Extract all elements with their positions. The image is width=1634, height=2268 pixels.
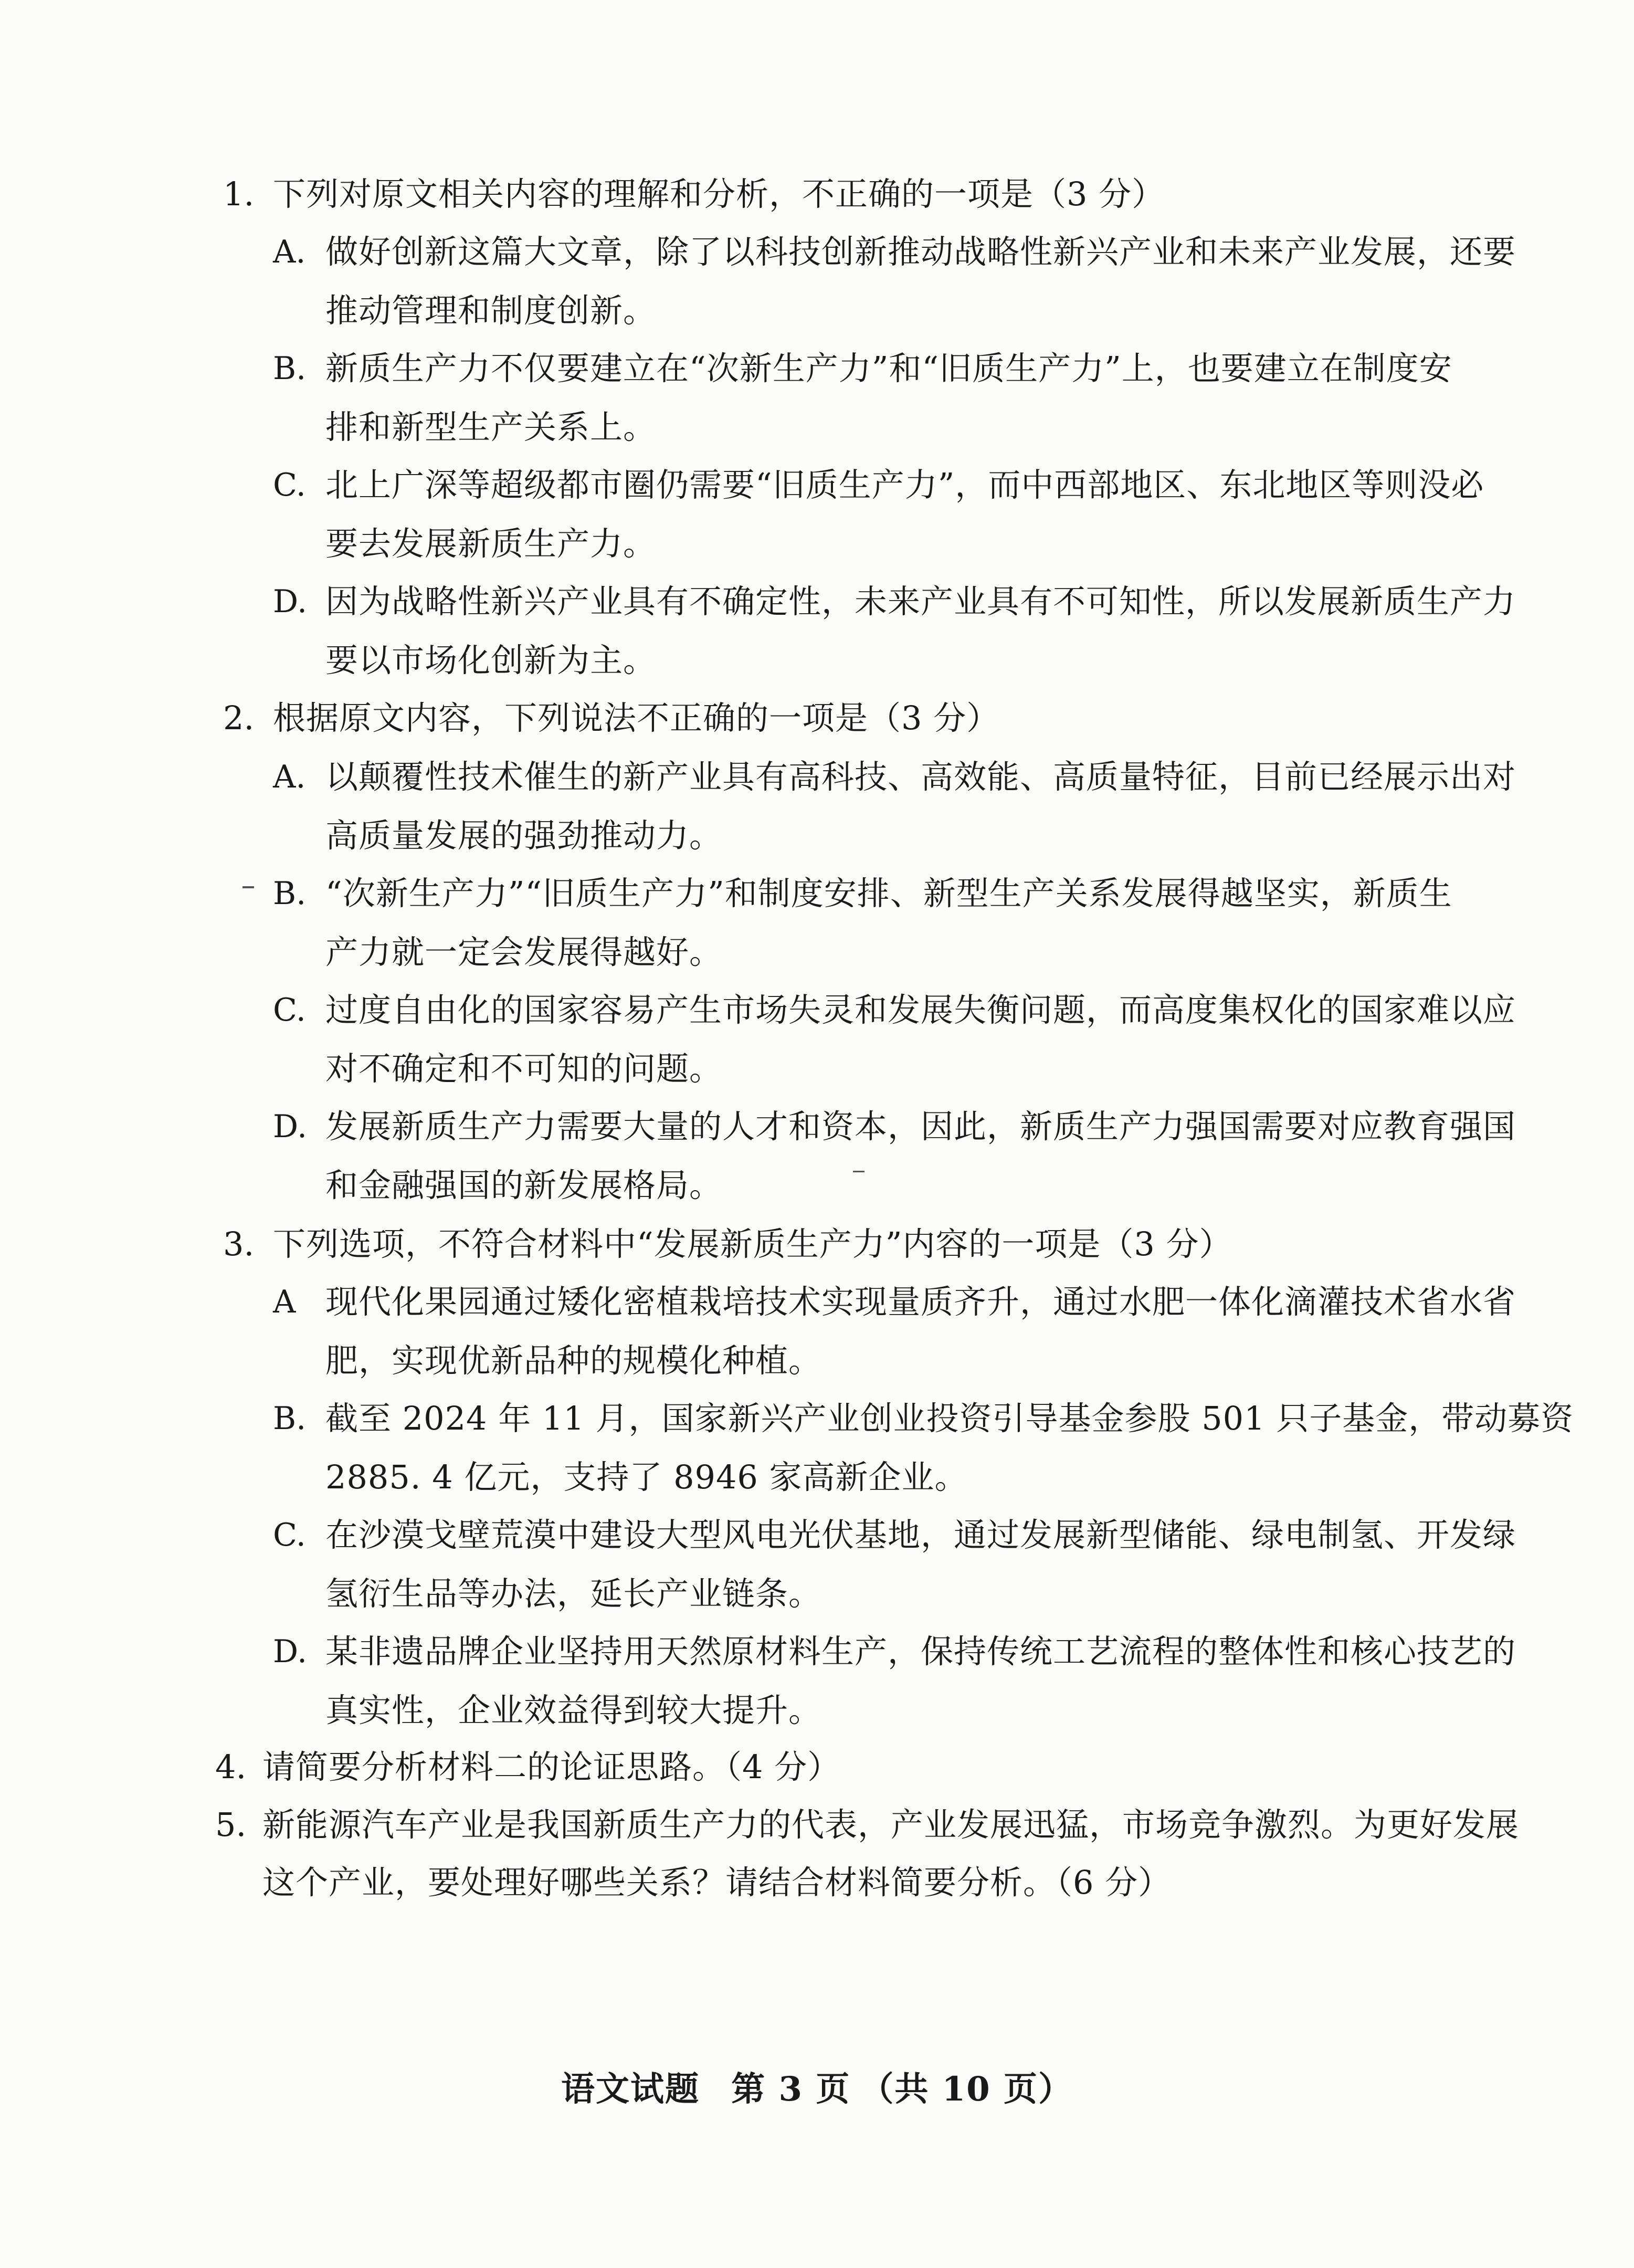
footer-subject: 语文试题 xyxy=(561,2070,700,2109)
q3-option-a-line2: 肥，实现优新品种的规模化种植。 xyxy=(325,1341,822,1380)
question-3-number: 3. xyxy=(223,1225,255,1263)
q2-option-d-line1: 发展新质生产力需要大量的人才和资本，因此，新质生产力强国需要对应教育强国 xyxy=(325,1107,1516,1146)
question-3-stem: 下列选项，不符合材料中“发展新质生产力”内容的一项是（3 分） xyxy=(273,1225,1232,1263)
question-2-number: 2. xyxy=(223,699,255,737)
stray-pen-mark xyxy=(243,886,254,888)
q2-option-a-line1: 以颠覆性技术催生的新产业具有高科技、高效能、高质量特征，目前已经展示出对 xyxy=(325,758,1516,796)
q1-option-b-label: B. xyxy=(273,350,307,387)
q3-option-a-label: A xyxy=(273,1284,296,1320)
q2-option-b-line2: 产力就一定会发展得越好。 xyxy=(325,933,723,971)
stray-pen-mark xyxy=(853,1171,865,1172)
q3-option-b-line2: 2885. 4 亿元，支持了 8946 家高新企业。 xyxy=(325,1458,968,1496)
question-5-stem-line2: 这个产业，要处理好哪些关系？请结合材料简要分析。（6 分） xyxy=(262,1863,1172,1902)
q2-option-a-line2: 高质量发展的强劲推动力。 xyxy=(325,816,723,855)
q1-option-c-line1: 北上广深等超级都市圈仍需要“旧质生产力”，而中西部地区、东北地区等则没必 xyxy=(325,466,1484,504)
question-2-stem: 根据原文内容，下列说法不正确的一项是（3 分） xyxy=(273,699,1000,737)
q2-option-c-line1: 过度自由化的国家容易产生市场失灵和发展失衡问题，而高度集权化的国家难以应 xyxy=(325,991,1516,1029)
question-1-number: 1. xyxy=(223,175,255,213)
question-5-number: 5. xyxy=(215,1805,247,1844)
q3-option-c-label: C. xyxy=(273,1517,306,1553)
q3-option-c-line2: 氢衍生品等办法，延长产业链条。 xyxy=(325,1574,822,1613)
q3-option-d-line1: 某非遗品牌企业坚持用天然原材料生产，保持传统工艺流程的整体性和核心技艺的 xyxy=(325,1632,1516,1671)
q2-option-b-label: B. xyxy=(273,875,307,912)
question-4-number: 4. xyxy=(215,1748,247,1786)
q1-option-d-line1: 因为战略性新兴产业具有不确定性，未来产业具有不可知性，所以发展新质生产力 xyxy=(325,582,1516,621)
q2-option-d-line2: 和金融强国的新发展格局。 xyxy=(325,1166,723,1204)
q1-option-d-label: D. xyxy=(273,583,308,620)
q3-option-d-label: D. xyxy=(273,1633,308,1670)
q1-option-a-line1: 做好创新这篇大文章，除了以科技创新推动战略性新兴产业和未来产业发展，还要 xyxy=(325,233,1516,271)
q1-option-a-label: A. xyxy=(273,234,306,270)
q1-option-d-line2: 要以市场化创新为主。 xyxy=(325,641,657,679)
q3-option-a-line1: 现代化果园通过矮化密植栽培技术实现量质齐升，通过水肥一体化滴灌技术省水省 xyxy=(325,1283,1516,1321)
q3-option-b-line1: 截至 2024 年 11 月，国家新兴产业创业投资引导基金参股 501 只子基金，带动募资 xyxy=(325,1399,1574,1437)
q1-option-b-line2: 排和新型生产关系上。 xyxy=(325,408,657,446)
q1-option-c-line2: 要去发展新质生产力。 xyxy=(325,524,657,563)
footer-total-pages: （共 10 页） xyxy=(860,2070,1073,2109)
q2-option-b-line1: “次新生产力”“旧质生产力”和制度安排、新型生产关系发展得越坚实，新质生 xyxy=(325,874,1452,912)
q1-option-c-label: C. xyxy=(273,467,306,503)
q3-option-d-line2: 真实性，企业效益得到较大提升。 xyxy=(325,1691,822,1729)
footer-page-number: 第 3 页 xyxy=(731,2070,851,2109)
q2-option-a-label: A. xyxy=(273,759,306,795)
q1-option-b-line1: 新质生产力不仅要建立在“次新生产力”和“旧质生产力”上，也要建立在制度安 xyxy=(325,349,1452,387)
q3-option-c-line1: 在沙漠戈壁荒漠中建设大型风电光伏基地，通过发展新型储能、绿电制氢、开发绿 xyxy=(325,1516,1516,1554)
page-footer xyxy=(0,2068,1634,2110)
question-5-stem-line1: 新能源汽车产业是我国新质生产力的代表，产业发展迅猛，市场竞争激烈。为更好发展 xyxy=(262,1805,1520,1844)
q2-option-d-label: D. xyxy=(273,1108,308,1145)
q2-option-c-label: C. xyxy=(273,992,306,1028)
q3-option-b-label: B. xyxy=(273,1400,307,1437)
question-4-stem: 请简要分析材料二的论证思路。（4 分） xyxy=(262,1748,841,1786)
question-1-stem: 下列对原文相关内容的理解和分析，不正确的一项是（3 分） xyxy=(273,175,1165,213)
q2-option-c-line2: 对不确定和不可知的问题。 xyxy=(325,1049,723,1088)
q1-option-a-line2: 推动管理和制度创新。 xyxy=(325,291,657,330)
